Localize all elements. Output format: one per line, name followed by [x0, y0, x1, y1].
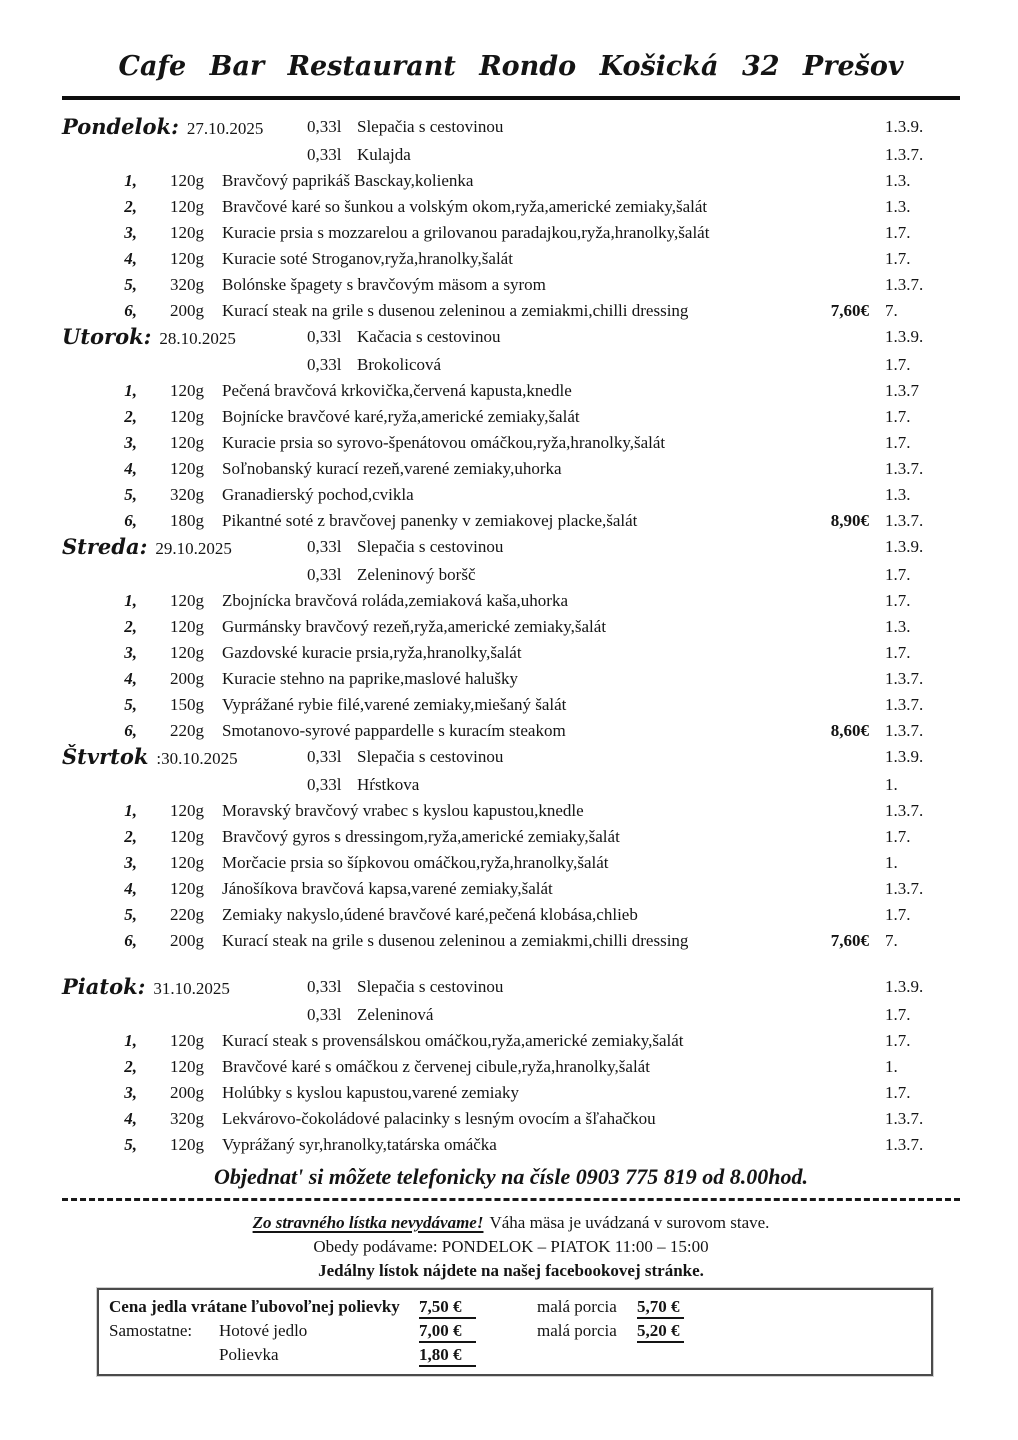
allergen-code: 1.7. [885, 1005, 911, 1024]
day-cell [62, 562, 307, 588]
allergen-code: 1.3.7. [885, 801, 924, 820]
item-weight: 120g [170, 249, 204, 268]
item-name: Vyprážaný syr,hranolky,tatárska omáčka [222, 1135, 497, 1154]
price-row2-price: 7,00 € [419, 1320, 476, 1343]
item-weight: 120g [170, 1135, 204, 1154]
item-price [803, 246, 885, 272]
day-date: 28.10.2025 [159, 329, 236, 348]
item-row [62, 1106, 960, 1132]
soup-volume: 0,33l [307, 537, 342, 556]
day-block [62, 534, 960, 744]
item-weight: 180g [170, 511, 204, 530]
day-cell [62, 142, 307, 168]
item-price [803, 404, 885, 430]
day-label: Utorok: [62, 324, 152, 349]
allergen-code: 1.3. [885, 617, 911, 636]
item-number: 1, [124, 171, 137, 190]
item-name: Vyprážané rybie filé,varené zemiaky,miešaný šalát [222, 695, 567, 714]
item-weight: 120g [170, 171, 204, 190]
allergen-code: 1.3.7. [885, 145, 924, 164]
item-number: 5, [124, 485, 137, 504]
allergen-code: 1.7. [885, 643, 911, 662]
day-header-row [62, 744, 960, 772]
item-weight: 120g [170, 381, 204, 400]
allergen-code: 1.3.9. [885, 537, 924, 556]
allergen-code: 1.7. [885, 591, 911, 610]
item-number: 1, [124, 1031, 137, 1050]
day-header-row [62, 324, 960, 352]
allergen-code: 1.3.7. [885, 1135, 924, 1154]
day-block [62, 114, 960, 324]
item-row [62, 1028, 960, 1054]
item-row [62, 718, 960, 744]
day-block [62, 744, 960, 954]
dashed-divider [62, 1198, 960, 1201]
item-price [803, 430, 885, 456]
item-row [62, 824, 960, 850]
allergen-code: 1.7. [885, 905, 911, 924]
price-row1-price-cell [419, 1295, 537, 1319]
item-price [803, 692, 885, 718]
item-weight: 120g [170, 643, 204, 662]
item-number: 5, [124, 695, 137, 714]
price-row2-small-price: 5,20 € [637, 1320, 684, 1343]
item-weight: 150g [170, 695, 204, 714]
item-row [62, 404, 960, 430]
soup-volume: 0,33l [307, 1005, 342, 1024]
item-name: Bravčový paprikáš Basckay,kolienka [222, 171, 474, 190]
item-number: 2, [124, 827, 137, 846]
price-row1-small-price: 5,70 € [637, 1296, 684, 1319]
soup-volume: 0,33l [307, 327, 342, 346]
price-row1-small-price-cell [637, 1295, 931, 1319]
item-name: Smotanovo-syrové pappardelle s kuracím steakom [222, 721, 566, 740]
item-number: 1, [124, 591, 137, 610]
allergen-code: 1.3.7. [885, 721, 924, 740]
item-name: Kurací steak na grile s dusenou zeleninou a zemiakmi,chilli dressing [222, 931, 689, 950]
item-number: 5, [124, 275, 137, 294]
allergen-code: 1.3.7. [885, 511, 924, 530]
soup-name: Slepačia s cestovinou [357, 977, 504, 996]
day-label: Pondelok: [62, 114, 179, 139]
item-weight: 120g [170, 223, 204, 242]
page-title: Cafe Bar Restaurant Rondo Košická 32 Prešov [118, 51, 904, 82]
item-row [62, 508, 960, 534]
item-row [62, 1132, 960, 1158]
item-weight: 120g [170, 433, 204, 452]
item-weight: 120g [170, 197, 204, 216]
allergen-code: 1.7. [885, 223, 911, 242]
item-name: Holúbky s kyslou kapustou,varené zemiaky [222, 1083, 519, 1102]
price-row2-small-label: malá porcia [537, 1321, 617, 1340]
soup-row [62, 772, 960, 798]
item-row [62, 482, 960, 508]
item-number: 3, [124, 1083, 137, 1102]
item-number: 6, [124, 931, 137, 950]
soup-name: Zeleninový boršč [357, 565, 476, 584]
soup-volume: 0,33l [307, 775, 342, 794]
price-row3-spacer [537, 1343, 637, 1367]
item-row [62, 850, 960, 876]
day-cell [62, 744, 307, 772]
item-row [62, 588, 960, 614]
allergen-code: 1.3. [885, 197, 911, 216]
item-price [803, 614, 885, 640]
soup-name: Slepačia s cestovinou [357, 747, 504, 766]
item-price [803, 1106, 885, 1132]
item-price [803, 876, 885, 902]
header-rule [62, 96, 960, 100]
allergen-code: 1.3.7. [885, 695, 924, 714]
item-weight: 120g [170, 1057, 204, 1076]
item-price [803, 824, 885, 850]
price-table-row [109, 1295, 931, 1319]
day-cell [62, 1002, 307, 1028]
item-price [803, 456, 885, 482]
item-row [62, 902, 960, 928]
allergen-code: 1.7. [885, 407, 911, 426]
item-number: 3, [124, 433, 137, 452]
item-name: Zemiaky nakyslo,údené bravčové karé,pečená klobása,chlieb [222, 905, 638, 924]
soup-name: Slepačia s cestovinou [357, 537, 504, 556]
allergen-code: 1.3.7. [885, 1109, 924, 1128]
item-row [62, 298, 960, 324]
soup-volume: 0,33l [307, 565, 342, 584]
item-number: 6, [124, 301, 137, 320]
price-row2-item: Hotové jedlo [219, 1321, 308, 1340]
lunch-hours-line: Obedy podávame: PONDELOK – PIATOK 11:00 – 15:00 [313, 1237, 709, 1256]
allergen-code: 1.3. [885, 485, 911, 504]
item-price [803, 272, 885, 298]
item-weight: 220g [170, 721, 204, 740]
item-row [62, 272, 960, 298]
allergen-code: 1.7. [885, 249, 911, 268]
item-name: Lekvárovo-čokoládové palacinky s lesným ovocím a šľahačkou [222, 1109, 656, 1128]
soup-volume: 0,33l [307, 355, 342, 374]
price-row2-label: Samostatne: [109, 1321, 193, 1340]
soup-volume: 0,33l [307, 145, 342, 164]
item-row [62, 692, 960, 718]
day-cell [62, 324, 307, 352]
allergen-code: 1.3.7. [885, 459, 924, 478]
item-name: Pečená bravčová krkovička,červená kapusta,knedle [222, 381, 572, 400]
item-price [803, 378, 885, 404]
allergen-code: 1.3.9. [885, 977, 924, 996]
item-weight: 120g [170, 459, 204, 478]
allergen-code: 1.7. [885, 1031, 911, 1050]
item-name: Kuracie soté Stroganov,ryža,hranolky,šalát [222, 249, 513, 268]
item-number: 4, [124, 669, 137, 688]
day-date: 31.10.2025 [153, 979, 230, 998]
allergen-code: 7. [885, 931, 898, 950]
item-name: Pikantné soté z bravčovej panenky v zemiakovej placke,šalát [222, 511, 638, 530]
soup-volume: 0,33l [307, 747, 342, 766]
item-price [803, 168, 885, 194]
item-price [803, 194, 885, 220]
item-price: 8,60€ [830, 721, 869, 740]
item-name: Kuracie prsia so syrovo-špenátovou omáčkou,ryža,hranolky,šalát [222, 433, 666, 452]
item-name: Soľnobanský kurací rezeň,varené zemiaky,uhorka [222, 459, 562, 478]
price-row3-spacer2 [637, 1343, 931, 1367]
item-row [62, 876, 960, 902]
price-table-row [109, 1343, 931, 1367]
day-cell [62, 534, 307, 562]
price-row3-empty [109, 1343, 219, 1367]
item-number: 5, [124, 905, 137, 924]
item-weight: 120g [170, 853, 204, 872]
item-price [803, 1054, 885, 1080]
day-label: Streda: [62, 534, 148, 559]
item-number: 2, [124, 407, 137, 426]
soup-row [62, 562, 960, 588]
item-name: Zbojnícka bravčová roláda,zemiaková kaša,uhorka [222, 591, 568, 610]
item-name: Jánošíkova bravčová kapsa,varené zemiaky,šalát [222, 879, 553, 898]
soup-row [62, 142, 960, 168]
allergen-code: 1.3.7 [885, 381, 919, 400]
menu-days [62, 114, 960, 1158]
day-block [62, 324, 960, 534]
item-row [62, 168, 960, 194]
menu-content [62, 0, 960, 1376]
day-label: Štvrtok [62, 744, 149, 769]
item-row [62, 928, 960, 954]
day-cell [62, 772, 307, 798]
item-name: Kurací steak na grile s dusenou zeleninou a zemiakmi,chilli dressing [222, 301, 689, 320]
day-cell [62, 352, 307, 378]
item-price [803, 850, 885, 876]
allergen-code: 1. [885, 853, 898, 872]
item-name: Kuracie prsia s mozzarelou a grilovanou paradajkou,ryža,hranolky,šalát [222, 223, 710, 242]
item-number: 3, [124, 223, 137, 242]
price-row2-price-cell [419, 1319, 537, 1343]
item-price [803, 588, 885, 614]
price-row1-small-label: malá porcia [537, 1297, 617, 1316]
soup-name: Brokolicová [357, 355, 442, 374]
item-number: 1, [124, 801, 137, 820]
allergen-code: 1.3.7. [885, 669, 924, 688]
item-name: Moravský bravčový vrabec s kyslou kapustou,knedle [222, 801, 584, 820]
soup-volume: 0,33l [307, 117, 342, 136]
item-price: 7,60€ [830, 931, 869, 950]
item-price [803, 220, 885, 246]
soup-name: Kačacia s cestovinou [357, 327, 501, 346]
item-price [803, 666, 885, 692]
item-number: 6, [124, 721, 137, 740]
item-name: Bolónske špagety s bravčovým mäsom a syrom [222, 275, 546, 294]
item-name: Bravčový gyros s dressingom,ryža,americké zemiaky,šalát [222, 827, 620, 846]
allergen-code: 1.7. [885, 827, 911, 846]
price-table [97, 1288, 933, 1376]
soup-name: Hŕstkova [357, 775, 420, 794]
item-weight: 320g [170, 1109, 204, 1128]
item-name: Bravčové karé so šunkou a volským okom,ryža,americké zemiaky,šalát [222, 197, 708, 216]
item-name: Bravčové karé s omáčkou z červenej cibule,ryža,hranolky,šalát [222, 1057, 650, 1076]
item-weight: 120g [170, 591, 204, 610]
price-row3-item: Polievka [219, 1345, 279, 1364]
day-cell [62, 974, 307, 1002]
item-row [62, 430, 960, 456]
allergen-code: 1.3.9. [885, 327, 924, 346]
item-name: Gurmánsky bravčový rezeň,ryža,americké zemiaky,šalát [222, 617, 607, 636]
day-block [62, 974, 960, 1158]
phone-order-line: Objednat' si môžete telefonicky na čísle 0903 775 819 od 8.00hod. [214, 1164, 808, 1189]
item-name: Kurací steak s provensálskou omáčkou,ryža,americké zemiaky,šalát [222, 1031, 684, 1050]
item-weight: 120g [170, 801, 204, 820]
item-price [803, 482, 885, 508]
item-price: 7,60€ [830, 301, 869, 320]
item-number: 2, [124, 197, 137, 216]
item-row [62, 798, 960, 824]
day-cell [62, 114, 307, 142]
item-row [62, 194, 960, 220]
price-row1-label: Cena jedla vrátane ľubovoľnej polievky [109, 1297, 400, 1316]
allergen-code: 1.3.7. [885, 879, 924, 898]
allergen-code: 7. [885, 301, 898, 320]
allergen-code: 1.7. [885, 355, 911, 374]
meat-weight-note: Váha mäsa je uvádzaná v surovom stave. [489, 1213, 770, 1232]
item-weight: 200g [170, 301, 204, 320]
soup-volume: 0,33l [307, 977, 342, 996]
allergen-code: 1.7. [885, 433, 911, 452]
item-row [62, 246, 960, 272]
item-number: 4, [124, 249, 137, 268]
item-row [62, 614, 960, 640]
item-weight: 220g [170, 905, 204, 924]
allergen-code: 1. [885, 1057, 898, 1076]
item-number: 3, [124, 643, 137, 662]
item-number: 5, [124, 1135, 137, 1154]
day-header-row [62, 114, 960, 142]
item-number: 4, [124, 1109, 137, 1128]
item-row [62, 220, 960, 246]
item-number: 2, [124, 1057, 137, 1076]
item-name: Granadierský pochod,cvikla [222, 485, 414, 504]
item-price [803, 902, 885, 928]
allergen-code: 1.3.7. [885, 275, 924, 294]
allergen-code: 1. [885, 775, 898, 794]
item-weight: 200g [170, 1083, 204, 1102]
facebook-note: Jedálny lístok nájdete na našej facebookovej stránke. [318, 1261, 704, 1280]
item-number: 4, [124, 459, 137, 478]
no-voucher-emphasis: Zo stravného lístka nevydávame! [252, 1213, 484, 1232]
item-name: Morčacie prsia so šípkovou omáčkou,ryža,hranolky,šalát [222, 853, 609, 872]
no-voucher-note [62, 1211, 960, 1235]
day-header-row [62, 534, 960, 562]
price-row2-small-price-cell [637, 1319, 931, 1343]
day-date: 27.10.2025 [186, 119, 264, 138]
item-number: 2, [124, 617, 137, 636]
soup-name: Kulajda [357, 145, 411, 164]
day-label: Piatok: [62, 974, 146, 999]
item-number: 1, [124, 381, 137, 400]
item-price [803, 640, 885, 666]
item-number: 3, [124, 853, 137, 872]
item-price [803, 798, 885, 824]
item-price [803, 1028, 885, 1054]
allergen-code: 1.3.9. [885, 747, 924, 766]
day-header-row [62, 974, 960, 1002]
item-price [803, 1080, 885, 1106]
item-weight: 120g [170, 617, 204, 636]
item-number: 4, [124, 879, 137, 898]
price-row3-price-cell [419, 1343, 537, 1367]
item-weight: 120g [170, 407, 204, 426]
item-weight: 320g [170, 485, 204, 504]
price-table-row [109, 1319, 931, 1343]
item-row [62, 1080, 960, 1106]
item-row [62, 666, 960, 692]
item-name: Kuracie stehno na paprike,maslové halušky [222, 669, 518, 688]
item-row [62, 456, 960, 482]
item-weight: 120g [170, 879, 204, 898]
day-date: 29.10.2025 [155, 539, 232, 558]
item-weight: 120g [170, 827, 204, 846]
allergen-code: 1.3.9. [885, 117, 924, 136]
item-row [62, 378, 960, 404]
allergen-code: 1.3. [885, 171, 911, 190]
item-row [62, 1054, 960, 1080]
item-weight: 200g [170, 931, 204, 950]
soup-row [62, 1002, 960, 1028]
allergen-code: 1.7. [885, 1083, 911, 1102]
item-name: Gazdovské kuracie prsia,ryža,hranolky,šalát [222, 643, 522, 662]
day-date: :30.10.2025 [156, 749, 238, 768]
price-row1-price: 7,50 € [419, 1296, 476, 1319]
item-row [62, 640, 960, 666]
item-price: 8,90€ [830, 511, 869, 530]
allergen-code: 1.7. [885, 565, 911, 584]
soup-row [62, 352, 960, 378]
item-number: 6, [124, 511, 137, 530]
item-weight: 320g [170, 275, 204, 294]
item-weight: 200g [170, 669, 204, 688]
soup-name: Zeleninová [357, 1005, 434, 1024]
price-row3-price: 1,80 € [419, 1344, 476, 1367]
soup-name: Slepačia s cestovinou [357, 117, 504, 136]
item-weight: 120g [170, 1031, 204, 1050]
item-price [803, 1132, 885, 1158]
item-name: Bojnícke bravčové karé,ryža,americké zemiaky,šalát [222, 407, 580, 426]
